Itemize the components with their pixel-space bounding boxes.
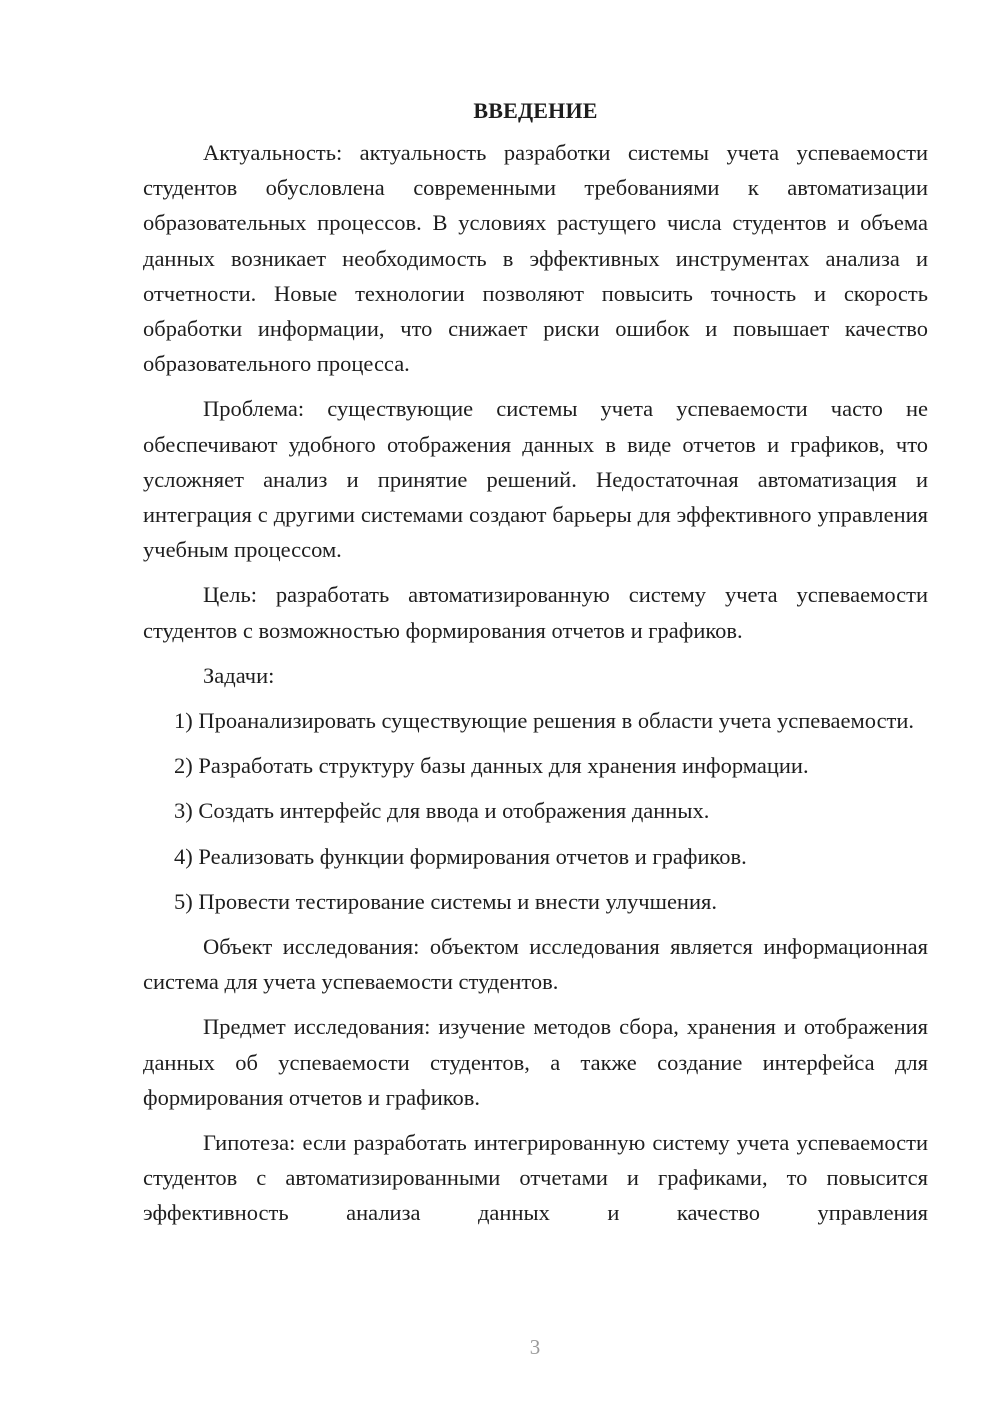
page-number: 3 [529,1335,541,1359]
tasks-label: Задачи: [203,662,275,688]
page-content [143,96,928,1231]
task-item-3: 3) Создать интерфейс для ввода и отображения данных. [174,798,710,824]
goal-paragraph: Цель: разработать автоматизированную систему учета успеваемости студентов с возможностью формирования отчетов и графиков. [143,582,928,643]
subject-paragraph: Предмет исследования: изучение методов сбора, хранения и отображения данных об успеваемости студентов, а также создание интерфейса для формирования отчетов и графиков. [143,1014,928,1110]
object-paragraph: Объект исследования: объектом исследования является информационная система для учета успеваемости студентов. [143,934,928,995]
task-item-5: 5) Провести тестирование системы и внести улучшения. [174,888,717,914]
relevance-paragraph: Актуальность: актуальность разработки системы учета успеваемости студентов обусловлена современными требованиями к автоматизации образовательных процессов. В условиях растущего числа студентов и объема данных возникает необходимость в эффективных инструментах анализа и отчетности. Новые технологии позволяют повысить точность и скорость обработки информации, что снижает риски ошибок и повышает качество образовательного процесса. [143,140,928,377]
task-item-2: 2) Разработать структуру базы данных для хранения информации. [174,753,809,779]
task-item-4: 4) Реализовать функции формирования отчетов и графиков. [174,843,747,869]
hypothesis-paragraph: Гипотеза: если разработать интегрированную систему учета успеваемости студентов с автоматизированными отчетами и графиками, то повысится эффективность анализа данных и качество управления [143,1130,928,1226]
problem-paragraph: Проблема: существующие системы учета успеваемости часто не обеспечивают удобного отображения данных в виде отчетов и графиков, что усложняет анализ и принятие решений. Недостаточная автоматизация и интеграция с другими системами создают барьеры для эффективного управления учебным процессом. [143,396,928,563]
task-item-1: 1) Проанализировать существующие решения в области учета успеваемости. [174,708,915,734]
section-heading: ВВЕДЕНИЕ [473,98,598,123]
